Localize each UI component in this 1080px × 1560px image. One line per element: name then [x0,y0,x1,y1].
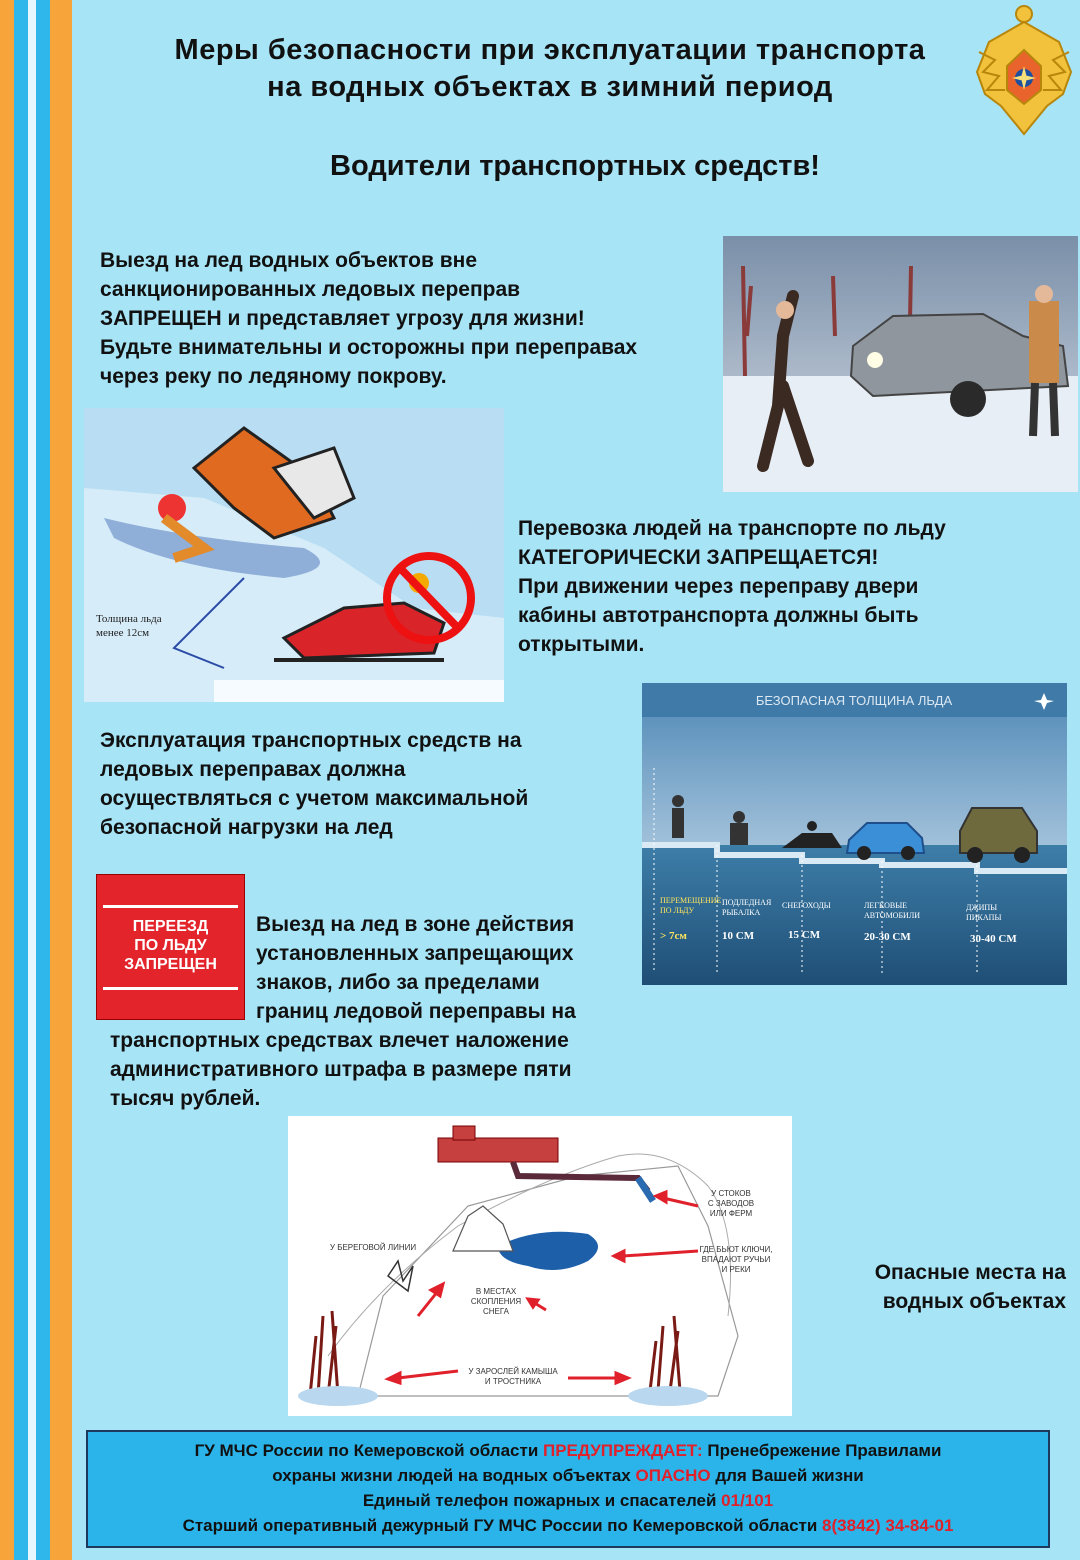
image-dangerous-places-map [288,1116,792,1416]
stripe-blue-right [36,0,50,1560]
sign-line-2: ПО ЛЬДУ [134,937,207,954]
stripe-orange-right [50,0,72,1560]
ice-col-5-label-1: ДЖИПЫ [966,903,998,912]
ice-col-1-label-2: ПО ЛЬДУ [660,906,695,915]
map-label-klyuchi-2: ВПАДАЮТ РУЧЬИ [701,1255,771,1264]
ice-col-5-label-2: ПИКАПЫ [966,913,1002,922]
ice-col-2-label-2: РЫБАЛКА [722,908,761,917]
map-label-sneg-3: СНЕГА [482,1307,510,1316]
image-safe-ice-thickness [642,683,1067,985]
ice-col-5-value: 30-40 СМ [970,933,1017,945]
caption-dangerous-places: Опасные места на водных объектах [874,1261,1066,1313]
skier-icon [672,795,684,838]
page-subtitle: Водители транспортных средств! [330,150,820,182]
sign-line-3: ЗАПРЕЩЕН [124,956,217,973]
map-label-stoki-2: С ЗАВОДОВ [707,1199,755,1208]
sign-line-1: ПЕРЕЕЗД [132,918,209,935]
sign-top-line [103,905,238,908]
stripe-blue-left [14,0,28,1560]
ice-col-3-label-1: СНЕГОХОДЫ [782,901,831,910]
page-title [100,32,1000,106]
ice-col-2-value: 10 СМ [722,930,755,942]
ice-col-1-label-1: ПЕРЕМЕЩЕНИЕ [660,896,722,905]
ice-col-1-value: > 7см [660,930,687,942]
footer-duty-phone[interactable]: 8(3842) 34-84-01 [822,1516,954,1535]
map-label-klyuchi-1: ГДЕ БЬЮТ КЛЮЧИ, [699,1245,773,1254]
map-label-stoki-1: У СТОКОВ [711,1189,751,1198]
ice-col-4-value: 20-30 СМ [864,931,911,943]
map-label-kamysh-2: И ТРОСТНИКА [484,1377,542,1386]
ice-col-4-label-2: АВТОМОБИЛИ [864,911,921,920]
ice-col-3-value: 15 СМ [788,929,821,941]
map-label-stoki-3: ИЛИ ФЕРМ [709,1209,753,1218]
image-car-on-ice [723,236,1078,492]
ice-chart-title: БЕЗОПАСНАЯ ТОЛЩИНА ЛЬДА [755,693,953,708]
text-block-ice-exit: Выезд на лед водных объектов вне санкционированных ледовых переправ ЗАПРЕЩЕН и представляет угрозу для жизни! Будьте внимательны и осторожны при переправах через реку по ледяному покрову. [100,249,638,388]
sign-ice-crossing-prohibited [96,874,245,1020]
map-label-sneg-2: СКОПЛЕНИЯ [470,1297,522,1306]
footer-warning-box [86,1430,1050,1548]
footer-emergency-phone[interactable]: 01/101 [721,1491,774,1510]
map-label-bereg: У БЕРЕГОВОЙ ЛИНИИ [329,1243,417,1252]
text-block-fine-part2: транспортных средствах влечет наложение административного штрафа в размере пяти тысяч рублей. [110,1029,572,1110]
text-block-transport-people: Перевозка людей на транспорте по льду КАТЕГОРИЧЕСКИ ЗАПРЕЩАЕТСЯ! При движении через переправу двери кабины автотранспорта должны быть открытыми. [518,517,946,656]
mchs-emblem-icon [975,2,1073,138]
footer-line-3: Единый телефон пожарных и спасателей 01/101 [362,1491,774,1510]
sign-bottom-line [103,987,238,990]
footer-line-4: Старший оперативный дежурный ГУ МЧС России по Кемеровской области 8(3842) 34-84-01 [182,1516,954,1535]
text-block-max-load: Эксплуатация транспортных средств на ледовых переправах должна осуществляться с учетом максимальной безопасной нагрузки на лед [100,729,529,839]
ice-thickness-label-2: менее 12см [96,627,150,639]
ice-thickness-label-1: Толщина льда [96,613,162,625]
stripe-orange-left [0,0,14,1560]
ice-col-4-label-1: ЛЕГКОВЫЕ [864,901,908,910]
ice-col-2-label-1: ПОДЛЕДНАЯ [722,898,772,907]
footer-line-1: ГУ МЧС России по Кемеровской области ПРЕДУПРЕЖДАЕТ: Пренебрежение Правилами [194,1441,942,1460]
title-line-2: на водных объектах в зимний период [267,71,833,103]
image-snowmobile-ice [84,408,504,702]
stripe-white [28,0,36,1560]
map-label-klyuchi-3: И РЕКИ [721,1265,751,1274]
title-line-1: Меры безопасности при эксплуатации транспорта [174,34,926,66]
footer-line-2: охраны жизни людей на водных объектах ОПАСНО для Вашей жизни [272,1466,864,1485]
map-label-sneg-1: В МЕСТАХ [475,1287,517,1296]
text-block-fine-part1: Выезд на лед в зоне действия установленных запрещающих знаков, либо за пределами границ ледовой переправы на [256,913,576,1023]
map-label-kamysh-1: У ЗАРОСЛЕЙ КАМЫША [468,1367,558,1376]
